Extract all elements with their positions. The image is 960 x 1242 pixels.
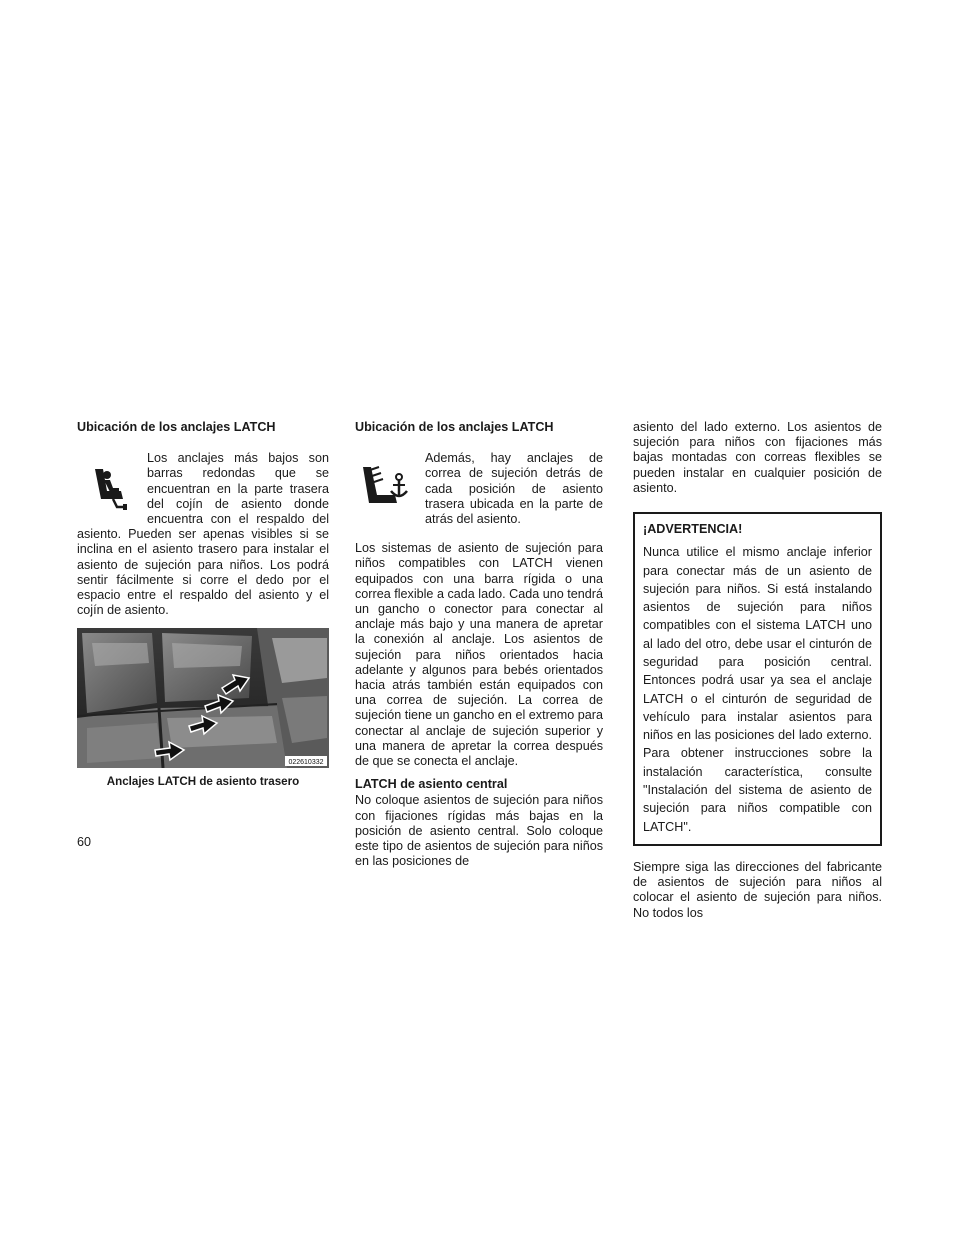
tether-anchors-description: Además, hay anclajes de correa de sujeción detrás de cada posición de asiento trasera ubicada en la parte de atrás del asiento. <box>425 451 603 527</box>
center-latch-description: No coloque asientos de sujeción para niños con fijaciones rígidas más bajas en la posición de asiento central. Solo coloque este tipo de asientos de sujeción para niños en las posiciones de <box>355 793 603 869</box>
outboard-seat-description: asiento del lado externo. Los asientos de sujeción para niños con fijaciones más bajas montadas con correas flexibles se pueden instalar en cualquier posición de asiento. <box>633 420 882 495</box>
center-latch-subheading: LATCH de asiento central <box>355 777 508 792</box>
page-number: 60 <box>77 835 92 849</box>
photo-caption: Anclajes LATCH de asiento trasero <box>106 775 300 789</box>
section-heading: Ubicación de los anclajes LATCH <box>355 420 554 434</box>
latch-systems-description: Los sistemas de asiento de sujeción para niños compatibles con LATCH vienen equipados con una barra rígida o una correa flexible a cada lado. Cada uno tendrá un gancho o conector para conectar al anclaje más bajo y una manera de apretar la conexión al anclaje. Los asientos de sujeción para niños orientados hacia adelante y algunos para bebés orientados hacia atrás también están equipados con una correa de sujeción. La correa de sujeción tiene un gancho en el extremo para conectar al anclaje de sujeción superior y una manera de apretar la correa después de que se conecta el anclaje. <box>355 541 603 769</box>
warning-body: Nunca utilice el mismo anclaje inferior para conectar más de un asiento de sujeción para niños. Si está instalando asientos de sujeción para niños compatibles con el sistema LATCH uno al lado del otro, debe usar el cinturón de seguridad para posición central. Entonces podrá usar ya sea el anclaje LATCH o el cinturón de seguridad de vehículo para instalar asientos para niños en las posiciones del lado externo. Para obtener instrucciones sobre la instalación característica, consulte "Instalación del sistema de asiento de sujeción para niños compatible con LATCH". <box>643 545 872 834</box>
rear-seat-latch-photo <box>77 628 329 768</box>
tether-anchor-icon <box>355 455 417 517</box>
photo-code: 022610332 <box>288 759 324 767</box>
column-2 <box>355 420 603 869</box>
child-seat-lower-anchor-icon <box>77 455 139 517</box>
lower-anchors-description: Los anclajes más bajos son barras redondas que se encuentran en la parte trasera del cojín de asiento donde encuentra con el respaldo del asiento. Pueden ser apenas visibles si se inclina en el asiento trasero para instalar el asiento de sujeción para niños. Los podrá sentir fácilmente si corre el dedo por el espacio entre el respaldo del asiento y el cojín de asiento. <box>77 451 329 618</box>
section-heading: Ubicación de los anclajes LATCH <box>77 420 276 434</box>
rear-seat-photo-figure <box>77 628 329 789</box>
manufacturer-directions-text: Siempre siga las direcciones del fabricante de asientos de sujeción para niños al colocar el asiento de sujeción para niños. No todos los <box>633 859 882 920</box>
column-1 <box>77 420 329 790</box>
warning-title: ¡ADVERTENCIA! <box>643 522 743 537</box>
warning-box <box>633 512 882 846</box>
column-3 <box>633 420 882 921</box>
